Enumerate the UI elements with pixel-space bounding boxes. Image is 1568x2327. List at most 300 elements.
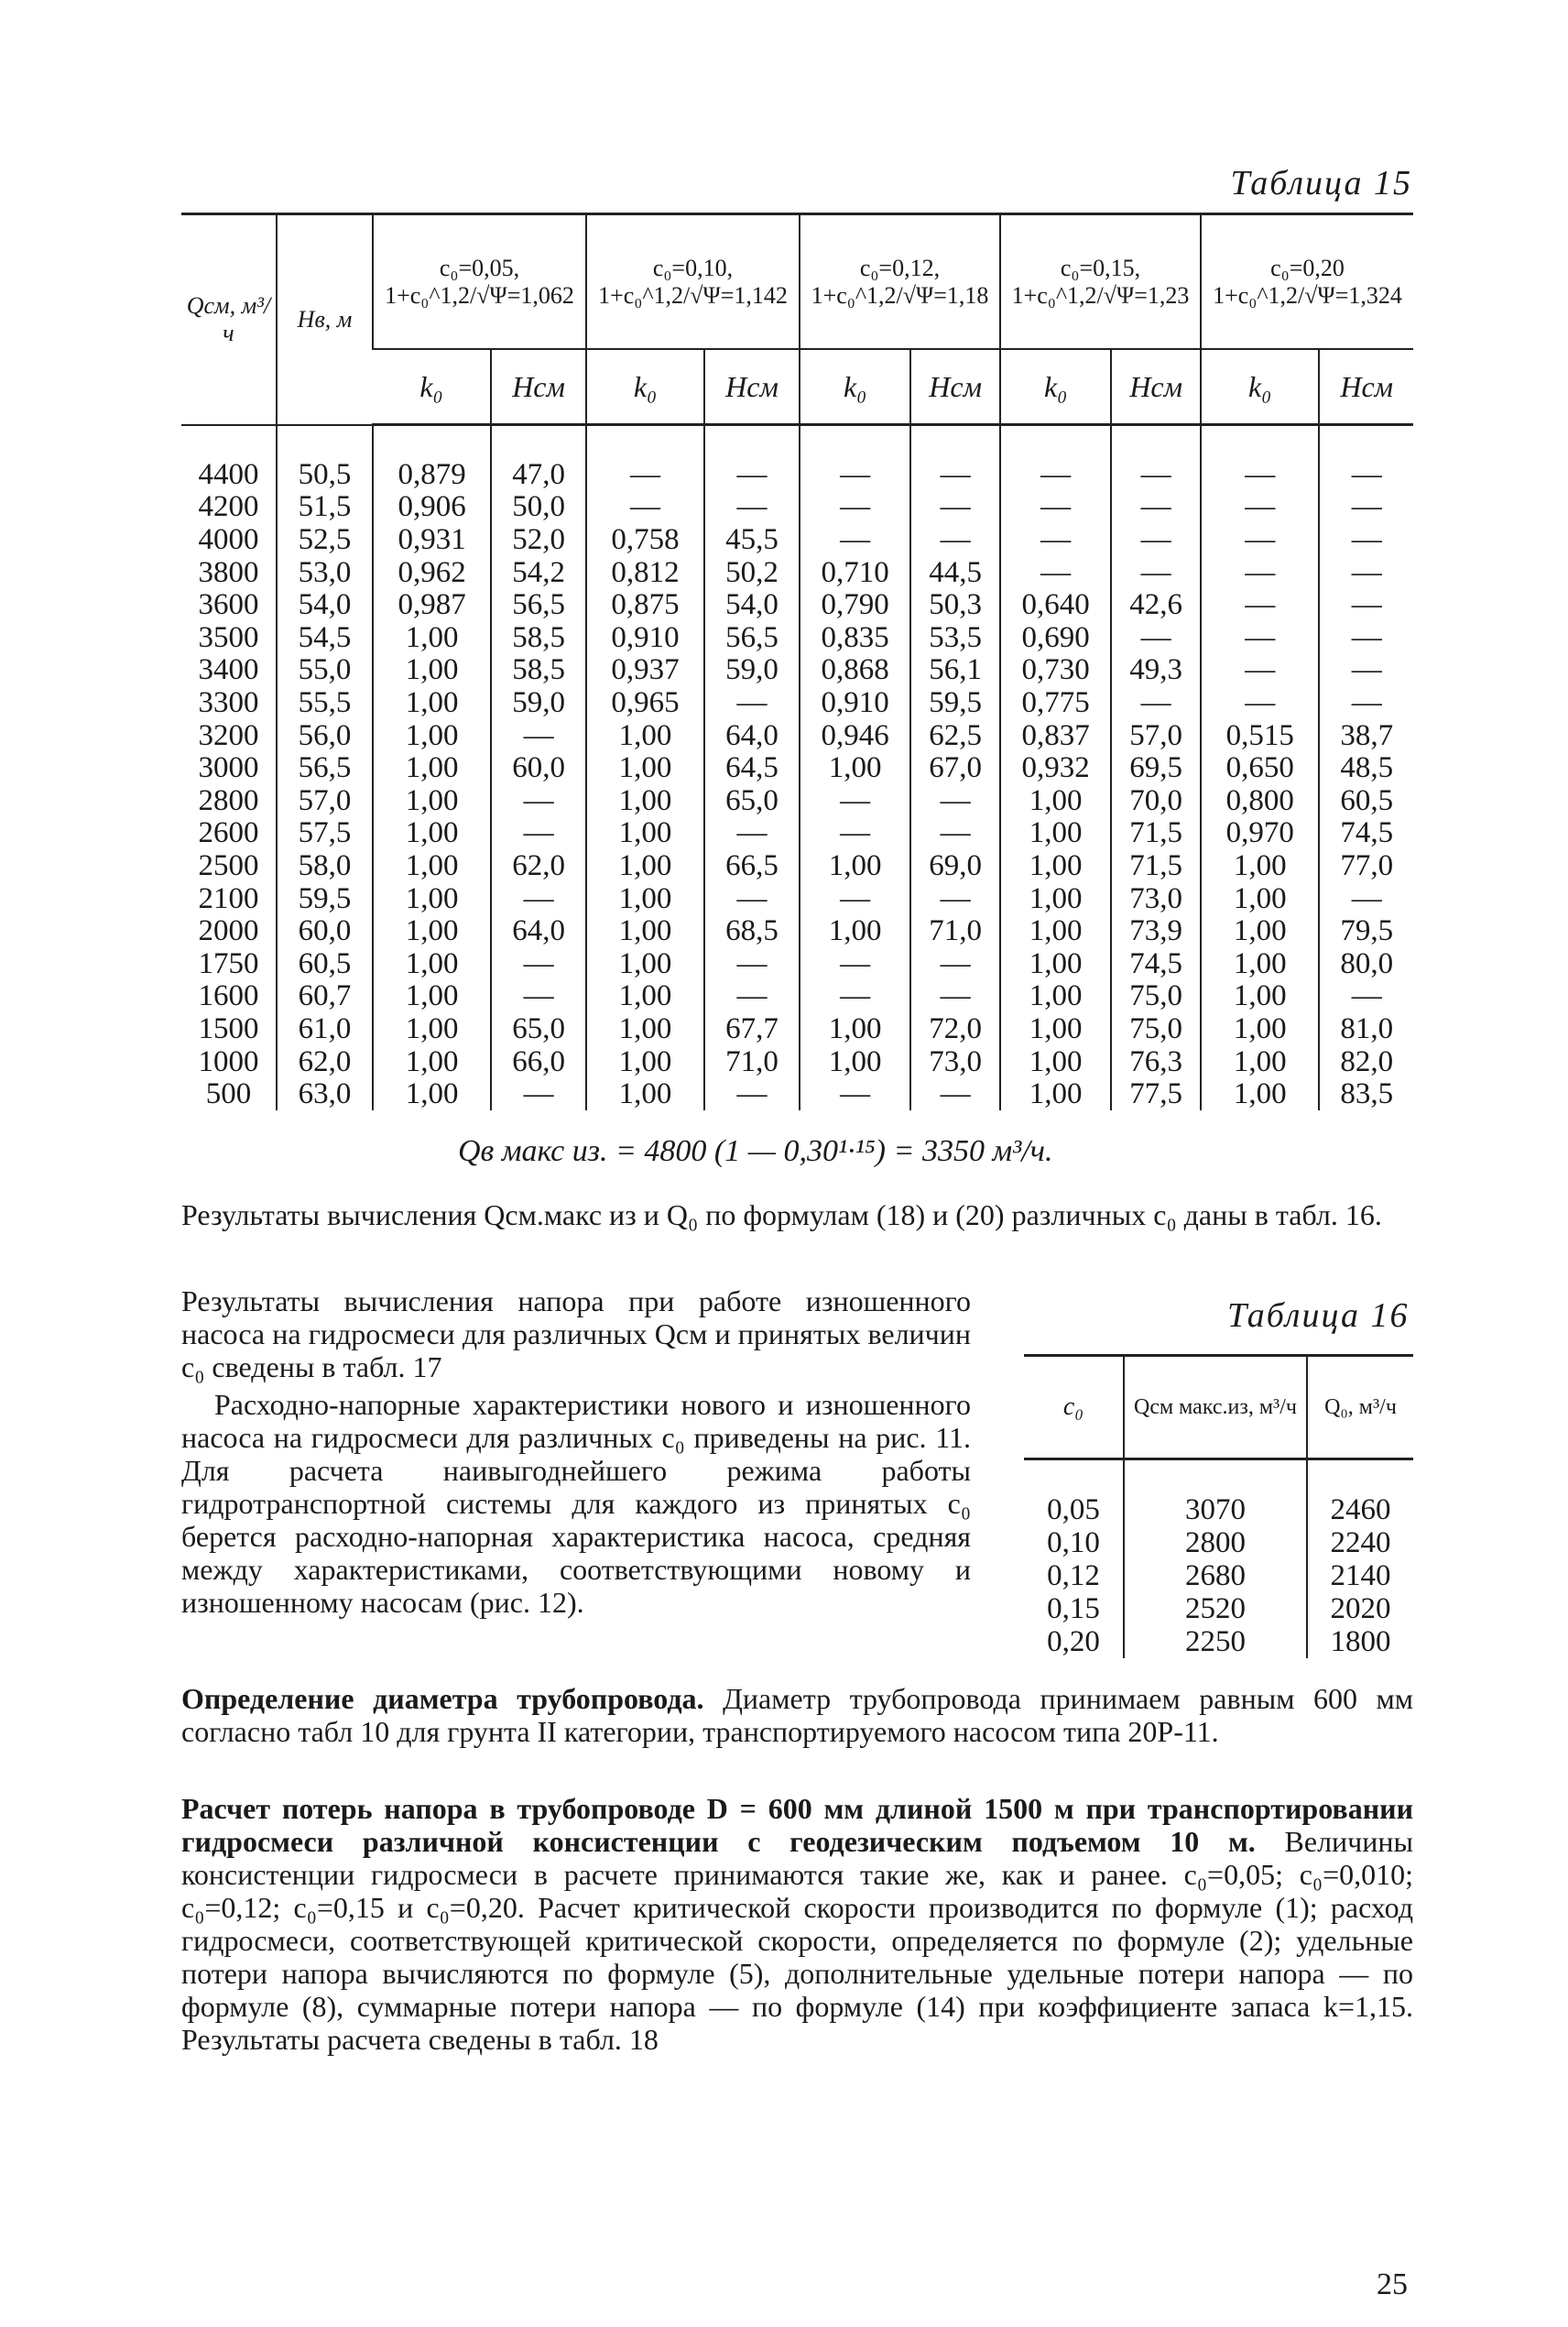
table-cell: 71,0 xyxy=(910,915,1000,948)
table-cell: 60,0 xyxy=(277,915,373,948)
table-cell: 60,5 xyxy=(1319,785,1413,818)
table-cell: 1600 xyxy=(198,979,259,1013)
table-cell: — xyxy=(1319,491,1413,524)
table-cell: 65,0 xyxy=(704,785,800,818)
table-cell: 58,5 xyxy=(491,622,586,655)
table-cell: — xyxy=(1319,556,1413,589)
table-row xyxy=(181,654,1413,687)
table-cell: 48,5 xyxy=(1319,752,1413,785)
t16-header-q0: Q₀, м³/ч xyxy=(1307,1356,1413,1459)
table-row xyxy=(181,882,1413,915)
table-cell: — xyxy=(1201,556,1319,589)
table-cell: — xyxy=(1201,524,1319,557)
table-row xyxy=(1024,1625,1413,1658)
table-cell: — xyxy=(491,948,586,981)
table-cell: 83,5 xyxy=(1319,1078,1413,1111)
table-cell: 1,00 xyxy=(586,850,704,883)
table-cell: 3200 xyxy=(198,718,259,752)
table-cell: 49,3 xyxy=(1111,654,1201,687)
sub-header-k0: k₀ xyxy=(1000,349,1111,425)
table-row xyxy=(181,817,1413,850)
table-cell: 45,5 xyxy=(704,524,800,557)
table-cell: 0,835 xyxy=(800,622,910,655)
table-cell: 2520 xyxy=(1124,1592,1307,1625)
table-cell: 1,00 xyxy=(373,850,491,883)
table-cell: 0,640 xyxy=(1000,589,1111,622)
table-cell: — xyxy=(1000,459,1111,492)
paragraph-2: Результаты вычисления напора при работе изношенного насоса на гидросмеси для различных Qсм и принятых величин c₀ сведены в табл. 17 xyxy=(181,1284,971,1383)
table-cell: 1,00 xyxy=(1000,1078,1111,1111)
table-cell: 55,0 xyxy=(277,654,373,687)
formula-line: Qв макс из. = 4800 (1 — 0,30¹·¹⁵) = 3350 м³/ч. xyxy=(458,1134,1053,1168)
table-cell: — xyxy=(1201,459,1319,492)
table-cell: 2020 xyxy=(1307,1592,1413,1625)
table-cell: 0,775 xyxy=(1000,687,1111,720)
table-cell: 1000 xyxy=(198,1044,259,1078)
paragraph-1: Результаты вычисления Qсм.макс из и Q₀ по формулам (18) и (20) различных c₀ даны в табл. 16. xyxy=(181,1198,1382,1231)
sub-header-k0: k₀ xyxy=(800,349,910,425)
table-cell: 50,0 xyxy=(491,491,586,524)
table-cell: 0,868 xyxy=(800,654,910,687)
table-cell: — xyxy=(800,817,910,850)
table-cell: 71,5 xyxy=(1111,817,1201,850)
table-cell: 0,690 xyxy=(1000,622,1111,655)
table-cell: 1,00 xyxy=(586,817,704,850)
table-cell: 0,965 xyxy=(586,687,704,720)
table-cell: 1,00 xyxy=(800,915,910,948)
table-cell: 1,00 xyxy=(800,1045,910,1078)
table-cell: — xyxy=(491,719,586,752)
table-cell: 1,00 xyxy=(373,948,491,981)
table-cell: 0,987 xyxy=(373,589,491,622)
table-cell: 82,0 xyxy=(1319,1045,1413,1078)
table-cell: — xyxy=(800,948,910,981)
table-row xyxy=(181,1013,1413,1046)
table-cell: 0,946 xyxy=(800,719,910,752)
table-cell: 38,7 xyxy=(1319,719,1413,752)
table-cell: 54,0 xyxy=(277,589,373,622)
table-cell: 56,5 xyxy=(491,589,586,622)
table-cell: 3300 xyxy=(198,686,259,720)
table-cell: 70,0 xyxy=(1111,785,1201,818)
table-cell: 1,00 xyxy=(1201,882,1319,915)
table-cell: 79,5 xyxy=(1319,915,1413,948)
table-cell: 0,932 xyxy=(1000,752,1111,785)
table-cell: 0,875 xyxy=(586,589,704,622)
table-cell: 57,0 xyxy=(277,785,373,818)
table-cell: — xyxy=(800,785,910,818)
group-header-2 xyxy=(586,214,800,350)
table-cell: 1,00 xyxy=(800,1013,910,1046)
table-cell: 55,5 xyxy=(277,687,373,720)
t16-header-qcm: Qсм макс.из, м³/ч xyxy=(1124,1356,1307,1459)
table-cell: 67,0 xyxy=(910,752,1000,785)
table-cell: 56,1 xyxy=(910,654,1000,687)
table-row xyxy=(1024,1493,1413,1526)
table-cell: 0,910 xyxy=(586,622,704,655)
table-cell: — xyxy=(704,948,800,981)
table-cell: 2100 xyxy=(198,881,259,915)
table-cell: 57,5 xyxy=(277,817,373,850)
table-cell: 3500 xyxy=(198,620,259,654)
table-cell: — xyxy=(1201,622,1319,655)
table-cell: 60,5 xyxy=(277,948,373,981)
table-cell: — xyxy=(800,882,910,915)
table-cell: 0,931 xyxy=(373,524,491,557)
table-cell: 1,00 xyxy=(800,850,910,883)
table-cell: 1,00 xyxy=(1000,817,1111,850)
table-cell: 58,0 xyxy=(277,850,373,883)
table-cell: 1,00 xyxy=(1000,980,1111,1013)
paragraph-5-body: Величины консистенции гидросмеси в расчете принимаются такие же, как и ранее. c₀=0,05; c₀=0,010; c₀=0,12; c₀=0,15 и c₀=0,20. Расчет критической скорости производится по формуле (1); расход гидросмеси, соответствующей критической скорости, определяется по формуле (2); удельные потери напора вычисляются по формуле (5), дополнительные удельные потери напора — по формуле (8), суммарные потери напора — по формуле (14) при коэффициенте запаса k=1,15. Результаты расчета сведены в табл. 18 xyxy=(181,1825,1414,2056)
table-cell: 0,650 xyxy=(1201,752,1319,785)
table-cell: 0,812 xyxy=(586,556,704,589)
table-cell: — xyxy=(1319,589,1413,622)
sub-header-hcm: Hсм xyxy=(491,349,586,425)
table-cell: 1,00 xyxy=(373,882,491,915)
table-cell: — xyxy=(1111,491,1201,524)
table-cell: 53,0 xyxy=(277,556,373,589)
table-cell: 1,00 xyxy=(373,785,491,818)
table-cell: — xyxy=(1319,459,1413,492)
table-cell: 1,00 xyxy=(586,785,704,818)
table-cell: 2000 xyxy=(198,914,259,948)
table-cell: 0,20 xyxy=(1047,1625,1100,1658)
page-number: 25 xyxy=(1377,2267,1408,2301)
table-cell: — xyxy=(910,491,1000,524)
table-cell: 73,9 xyxy=(1111,915,1201,948)
table-cell: — xyxy=(586,459,704,492)
group-expr: 1+c₀^1,2/√Ψ=1,142 xyxy=(598,281,788,309)
table-cell: 1,00 xyxy=(1201,915,1319,948)
table-row xyxy=(181,850,1413,883)
table-cell: 74,5 xyxy=(1111,948,1201,981)
group-expr: 1+c₀^1,2/√Ψ=1,324 xyxy=(1213,281,1402,309)
table-cell: 1,00 xyxy=(586,719,704,752)
table-cell: — xyxy=(1000,556,1111,589)
table-cell: — xyxy=(910,948,1000,981)
table-cell: 2600 xyxy=(198,816,259,850)
table-cell: 75,0 xyxy=(1111,980,1201,1013)
table-cell: 59,0 xyxy=(704,654,800,687)
table-cell: 62,0 xyxy=(277,1045,373,1078)
table-cell: 1,00 xyxy=(373,752,491,785)
table-cell: 2800 xyxy=(198,783,259,817)
table-cell: 76,3 xyxy=(1111,1045,1201,1078)
paragraph-4-heading: Определение диаметра трубопровода. xyxy=(181,1682,704,1715)
table-cell: 58,5 xyxy=(491,654,586,687)
table-cell: 50,3 xyxy=(910,589,1000,622)
table-cell: — xyxy=(704,687,800,720)
table-cell: 1,00 xyxy=(1201,1013,1319,1046)
group-expr: 1+c₀^1,2/√Ψ=1,23 xyxy=(1011,281,1190,309)
table-cell: 44,5 xyxy=(910,556,1000,589)
table-cell: 3400 xyxy=(198,653,259,687)
table-row xyxy=(181,524,1413,557)
table-cell: 77,5 xyxy=(1111,1078,1201,1111)
table-cell: 0,879 xyxy=(373,459,491,492)
table-cell: 2680 xyxy=(1124,1559,1307,1592)
table-row xyxy=(1024,1592,1413,1625)
table-cell: 74,5 xyxy=(1319,817,1413,850)
table-cell: 65,0 xyxy=(491,1013,586,1046)
table-cell: 3070 xyxy=(1124,1493,1307,1526)
table-cell: 64,5 xyxy=(704,752,800,785)
table-cell: — xyxy=(910,1078,1000,1111)
table-cell: 1750 xyxy=(198,946,259,980)
table-cell: 62,0 xyxy=(491,850,586,883)
table-cell: 1,00 xyxy=(586,882,704,915)
table-cell: 1,00 xyxy=(373,719,491,752)
table-cell: — xyxy=(910,524,1000,557)
table-cell: 2460 xyxy=(1307,1493,1413,1526)
paragraph-4 xyxy=(181,1682,1413,1748)
sub-header-hcm: Hсм xyxy=(910,349,1000,425)
table-cell: — xyxy=(910,459,1000,492)
table-cell: — xyxy=(910,980,1000,1013)
table-cell: 0,758 xyxy=(586,524,704,557)
table-cell: 4200 xyxy=(198,490,259,524)
table-cell: 2240 xyxy=(1307,1526,1413,1559)
table-cell: 59,5 xyxy=(277,882,373,915)
table-cell: 62,5 xyxy=(910,719,1000,752)
table-cell: 81,0 xyxy=(1319,1013,1413,1046)
table-cell: 51,5 xyxy=(277,491,373,524)
table-cell: 2500 xyxy=(198,849,259,883)
table-cell: — xyxy=(1111,687,1201,720)
table-cell: — xyxy=(704,1078,800,1111)
group-header-5 xyxy=(1201,214,1413,350)
table-cell: 1,00 xyxy=(1201,980,1319,1013)
table-cell: — xyxy=(704,980,800,1013)
table-cell: 71,5 xyxy=(1111,850,1201,883)
table-cell: 1,00 xyxy=(586,948,704,981)
table-cell: 0,710 xyxy=(800,556,910,589)
table-cell: 66,0 xyxy=(491,1045,586,1078)
paragraph-3: Расходно-напорные характеристики нового и изношенного насоса на гидросмеси для различных c₀ приведены на рис. 11. Для расчета наивыгоднейшего режима работы гидротранспортной системы для каждого из принятых c₀ берется расходно-напорная характеристика насоса, средняя между характеристиками, соответствующими новому и изношенному насосам (рис. 12). xyxy=(181,1388,971,1619)
table-cell: 68,5 xyxy=(704,915,800,948)
table-cell: 53,5 xyxy=(910,622,1000,655)
table-15 xyxy=(181,213,1413,1110)
table-cell: 1,00 xyxy=(586,1013,704,1046)
table-cell: — xyxy=(491,817,586,850)
table-cell: 1,00 xyxy=(1201,1045,1319,1078)
group-header-1 xyxy=(373,214,586,350)
table-cell: 54,5 xyxy=(277,622,373,655)
group-expr: 1+c₀^1,2/√Ψ=1,062 xyxy=(385,281,574,309)
table-cell: — xyxy=(1319,524,1413,557)
table-cell: 71,0 xyxy=(704,1045,800,1078)
table-cell: 2250 xyxy=(1124,1625,1307,1658)
table-cell: — xyxy=(800,1078,910,1111)
group-header-3 xyxy=(800,214,1000,350)
table-cell: — xyxy=(910,785,1000,818)
table-cell: 61,0 xyxy=(277,1013,373,1046)
table-row xyxy=(181,915,1413,948)
group-c0: c₀=0,12, xyxy=(859,254,941,281)
table-cell: — xyxy=(1111,459,1201,492)
table-cell: — xyxy=(1319,654,1413,687)
table-cell: — xyxy=(704,459,800,492)
sub-header-hcm: Hсм xyxy=(1319,349,1413,425)
table-cell: — xyxy=(491,1078,586,1111)
table-cell: 63,0 xyxy=(277,1078,373,1111)
table-row xyxy=(181,622,1413,655)
table-cell: 0,970 xyxy=(1201,817,1319,850)
table-row xyxy=(181,785,1413,818)
table-cell: 1,00 xyxy=(1000,1013,1111,1046)
t16-header-c0: c₀ xyxy=(1024,1356,1124,1459)
table-cell: 77,0 xyxy=(1319,850,1413,883)
table-row xyxy=(181,1045,1413,1078)
table-cell: — xyxy=(1201,654,1319,687)
table-cell: — xyxy=(910,817,1000,850)
group-header-4 xyxy=(1000,214,1201,350)
table-cell: 1,00 xyxy=(1000,882,1111,915)
table-cell: — xyxy=(1319,882,1413,915)
table-cell: — xyxy=(704,817,800,850)
col-header-h: Hв, м xyxy=(277,214,373,425)
table-row xyxy=(181,687,1413,720)
table-cell: 47,0 xyxy=(491,459,586,492)
table-cell: 1,00 xyxy=(373,654,491,687)
table-cell: 1,00 xyxy=(373,1045,491,1078)
table-cell: 50,2 xyxy=(704,556,800,589)
table-cell: 1,00 xyxy=(586,752,704,785)
table-cell: 1,00 xyxy=(1000,948,1111,981)
table-cell: 0,12 xyxy=(1047,1559,1100,1592)
table-cell: 73,0 xyxy=(1111,882,1201,915)
table-cell: 1,00 xyxy=(586,980,704,1013)
paragraph-4-body: Диаметр трубопровода принимаем равным 600 мм согласно табл 10 для грунта II категории, транспортируемого насосом типа 20Р-11. xyxy=(181,1682,1414,1748)
table-cell: — xyxy=(1111,556,1201,589)
table-cell: 67,7 xyxy=(704,1013,800,1046)
table-cell: — xyxy=(800,491,910,524)
table-cell: — xyxy=(491,785,586,818)
table-cell: 72,0 xyxy=(910,1013,1000,1046)
table-cell: 1,00 xyxy=(1000,785,1111,818)
paragraph-5-heading: Расчет потерь напора в трубопроводе D = 600 мм длиной 1500 м при транспортировании гидросмеси различной консистенции с геодезическим подъемом 10 м. xyxy=(181,1792,1413,1858)
group-c0: c₀=0,10, xyxy=(652,254,734,281)
table-cell: 54,2 xyxy=(491,556,586,589)
table-cell: 57,0 xyxy=(1111,719,1201,752)
table-row xyxy=(181,556,1413,589)
table-cell: 1500 xyxy=(198,1011,259,1045)
table-cell: 3600 xyxy=(198,588,259,622)
table-cell: 73,0 xyxy=(910,1045,1000,1078)
table-cell: — xyxy=(910,882,1000,915)
table-cell: 0,05 xyxy=(1047,1493,1100,1526)
table-cell: 64,0 xyxy=(491,915,586,948)
table-cell: 59,0 xyxy=(491,687,586,720)
table-cell: 52,0 xyxy=(491,524,586,557)
table-cell: 1,00 xyxy=(1201,948,1319,981)
table-cell: 3000 xyxy=(198,751,259,785)
sub-header-k0: k₀ xyxy=(1201,349,1319,425)
sub-header-hcm: Hсм xyxy=(704,349,800,425)
table-cell: — xyxy=(1201,491,1319,524)
table-cell: 69,5 xyxy=(1111,752,1201,785)
table-cell: — xyxy=(586,491,704,524)
paragraph-5 xyxy=(181,1792,1413,2056)
table-cell: 500 xyxy=(205,1077,252,1111)
table-cell: 0,937 xyxy=(586,654,704,687)
table-cell: 80,0 xyxy=(1319,948,1413,981)
group-c0: c₀=0,20 xyxy=(1270,254,1345,281)
table-cell: 4000 xyxy=(198,523,259,557)
table-cell: 1,00 xyxy=(586,915,704,948)
table-cell: 1,00 xyxy=(1201,1078,1319,1111)
table-cell: — xyxy=(1201,589,1319,622)
table-cell: — xyxy=(704,882,800,915)
table-cell: 0,800 xyxy=(1201,785,1319,818)
table-cell: — xyxy=(1201,687,1319,720)
table-cell: 1800 xyxy=(1307,1625,1413,1658)
table-row xyxy=(181,752,1413,785)
table-cell: 1,00 xyxy=(373,687,491,720)
table-row xyxy=(181,980,1413,1013)
table-row xyxy=(1024,1559,1413,1592)
table-cell: 0,10 xyxy=(1047,1526,1100,1559)
col-header-q: Qсм, м³/ч xyxy=(181,214,277,425)
table-cell: 60,0 xyxy=(491,752,586,785)
table-cell: — xyxy=(491,980,586,1013)
table-cell: — xyxy=(800,459,910,492)
table15-caption: Таблица 15 xyxy=(1230,164,1412,202)
table-cell: 59,5 xyxy=(910,687,1000,720)
table-row xyxy=(181,589,1413,622)
table-cell: 0,906 xyxy=(373,491,491,524)
table-row xyxy=(181,719,1413,752)
table-cell: — xyxy=(1319,980,1413,1013)
table-cell: 66,5 xyxy=(704,850,800,883)
table-row xyxy=(181,948,1413,981)
table-cell: 0,515 xyxy=(1201,719,1319,752)
table-cell: 52,5 xyxy=(277,524,373,557)
table-cell: 2140 xyxy=(1307,1559,1413,1592)
table-cell: 0,730 xyxy=(1000,654,1111,687)
group-c0: c₀=0,05, xyxy=(439,254,520,281)
table-row xyxy=(181,491,1413,524)
table-cell: — xyxy=(800,980,910,1013)
table-cell: 0,790 xyxy=(800,589,910,622)
table-cell: — xyxy=(1000,524,1111,557)
table-cell: 64,0 xyxy=(704,719,800,752)
table-cell: — xyxy=(1319,622,1413,655)
table-cell: 56,0 xyxy=(277,719,373,752)
table-cell: 60,7 xyxy=(277,980,373,1013)
table-cell: — xyxy=(1111,622,1201,655)
table-cell: 56,5 xyxy=(704,622,800,655)
table-cell: — xyxy=(800,524,910,557)
table-row xyxy=(181,459,1413,492)
table-cell: — xyxy=(491,882,586,915)
table16-caption: Таблица 16 xyxy=(1227,1296,1410,1335)
table-cell: 0,15 xyxy=(1047,1592,1100,1625)
table-cell: 1,00 xyxy=(373,980,491,1013)
table-cell: 56,5 xyxy=(277,752,373,785)
sub-header-k0: k₀ xyxy=(373,349,491,425)
table-cell: 0,837 xyxy=(1000,719,1111,752)
table-cell: — xyxy=(1000,491,1111,524)
table-cell: 4400 xyxy=(198,457,259,491)
table-cell: 1,00 xyxy=(586,1045,704,1078)
table-cell: 2800 xyxy=(1124,1526,1307,1559)
table-cell: 1,00 xyxy=(1000,915,1111,948)
table-cell: 0,910 xyxy=(800,687,910,720)
table-cell: 1,00 xyxy=(373,817,491,850)
table-cell: 69,0 xyxy=(910,850,1000,883)
